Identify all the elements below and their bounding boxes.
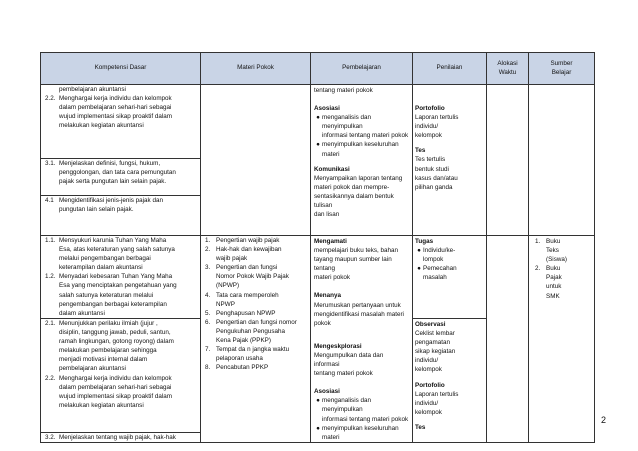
header-alokasi: Alokasi Waktu (487, 53, 529, 85)
kd-item: 2.1. Menunjukkan perilaku ilmiah (jujur , disiplin, tanggung jawab, peduli, santun, ramah lingkungan, gotong royong) dalam melakukan pembelajaran sehingga menjadi motivasi internal dalam pembelajaran akuntansi (45, 320, 174, 373)
list-item: 1. Pengertian wajib pajak (205, 237, 280, 244)
list-item: 2. Buku Pajak untuk SMK (535, 265, 562, 300)
kd-cell: pembelajaran akuntansi 2.2. Menghargai kerja individu dan kelompok dalam pembelajaran sehari-hari sebagai wujud implementasi sikap proaktif dalam melakukan kegiatan akuntansi (41, 85, 201, 159)
list-item: ● menyimpulkan keseluruhan materi (314, 424, 410, 442)
materi-cell (201, 85, 311, 236)
list-item: ● Individu/ke- lompok (415, 246, 484, 264)
kd-item: 2.2. Menghargai kerja individu dan kelompok dalam pembelajaran sehari-hari sebagai wujud implementasi sikap proaktif dalam melakukan kegiatan akuntansi (45, 374, 173, 409)
kd-cell (41, 319, 201, 433)
list-item: 7. Tempat da n jangka waktu pelaporan usaha (205, 346, 290, 363)
pembelajaran-cell: tentang materi pokok Asosiasi ● menganalisis dan menyimpulkan informasi tentang materi pokok ● menyimpulkan keseluruhan materi Komunikasi Menyampaikan laporan tentang materi pokok dan mempre- sentasikannya dalam bentuk tulisan dan lisan (311, 85, 413, 236)
bullet-icon: ● (316, 114, 320, 122)
header-sumber: Sumber Belajar (529, 53, 595, 85)
materi-cell (201, 236, 311, 443)
kd-cell (41, 236, 201, 319)
bullet-icon: ● (316, 424, 320, 432)
list-item: ● menganalisis dan menyimpulkan informasi tentang materi pokok (314, 396, 410, 423)
kd-cell (41, 196, 201, 236)
list-item: 1. Buku Teks (Siswa) (535, 238, 567, 264)
kd-item: 1.1. Mensyukuri karunia Tuhan Yang Maha Esa, atas keteraturan yang salah satunya melalui pengembangan berbagai keterampilan dalam akuntansi (45, 237, 175, 272)
header-materi: Materi Pokok (201, 53, 311, 85)
list-item: 8. Pencabutan PPKP (205, 364, 269, 372)
penilaian-cell: Tugas ● Individu/ke- lompok ● Pemecahan masalah (413, 236, 487, 319)
sumber-cell (529, 236, 595, 443)
list-item: ● menganalisis dan menyimpulkan informasi tentang materi pokok (314, 113, 410, 140)
pembelajaran-cell: Mengamati mempelajari buku teks, bahan tayang maupun sumber lain tentang materi pokok Menanya Merumuskan pertanyaan untuk mengidentifikasi masalah materi pokok Mengeskplorasi Mengumpulkan data dan informasi tentang materi pokok Asosiasi ● menganalisis dan menyimpulkan informasi tentang materi pokok ● menyimpulkan keseluruhan materi (311, 236, 413, 443)
kd-item: 1.2. Menyadari kebesaran Tuhan Yang Maha Esa yang menciptakan pengetahuan yang salah satunya keteraturan melalui pengembangan berbagai keterampilan dalam akuntansi (45, 273, 177, 317)
list-item: 5. Penghapusan NPWP (205, 309, 276, 317)
page-number: 2 (601, 415, 607, 425)
kd-cell (41, 432, 201, 442)
kd-item: 3.1. Menjelaskan definisi, fungsi, hukum, penggolongan, dan tata cara pemungutan pajak serta pungutan lain selain pajak. (45, 160, 176, 186)
alokasi-cell (487, 85, 529, 236)
list-item: 6. Pengertian dan fungsi nomor Pengukuhan Pengusaha Kena Pajak (PPKP) (205, 318, 297, 345)
penilaian-cell: Portofolio Laporan tertulis individu/ kelompok Tes Tes tertulis bentuk studi kasus dan/atau pilihan ganda (413, 85, 487, 236)
kd-item: 3.2. Menjelaskan tentang wajib pajak, hak-hak (45, 433, 176, 441)
syllabus-table (40, 52, 595, 443)
kd-cell (41, 159, 201, 196)
header-kd: Kompetensi Dasar (41, 53, 201, 85)
list-item: 2. Hak-hak dan kewajiban wajib pajak (205, 246, 282, 263)
table-row (41, 236, 595, 319)
alokasi-cell (487, 236, 529, 443)
table-row (41, 85, 595, 159)
bullet-icon: ● (316, 141, 320, 149)
header-row (41, 53, 595, 85)
list-item: 4. Tata cara memperoleh NPWP (205, 291, 279, 308)
kd-item: 2.2. Menghargai kerja individu dan kelompok dalam pembelajaran sehari-hari sebagai wujud implementasi sikap proaktif dalam melakukan kegiatan akuntansi (45, 95, 173, 130)
list-item: ● Pemecahan masalah (415, 264, 484, 282)
kd-item: 4.1 Mengidentifikasi jenis-jenis pajak dan pungutan lain selain pajak. (45, 197, 163, 214)
bullet-icon: ● (417, 265, 421, 273)
list-item: ● menyimpulkan keseluruhan materi (314, 140, 410, 158)
sumber-cell (529, 85, 595, 236)
header-pembelajaran: Pembelajaran (311, 53, 413, 85)
header-penilaian: Penilaian (413, 53, 487, 85)
list-item: 3. Pengertian dan fungsi Nomor Pokok Wajib Pajak (NPWP) (205, 264, 289, 290)
bullet-icon: ● (316, 397, 320, 405)
bullet-icon: ● (417, 247, 421, 255)
penilaian-cell: Observasi Ceklist lembar pengamatan sikap kegiatan individu/ kelompok Portofolio Laporan tertulis individu/ kelompok Tes (413, 319, 487, 443)
